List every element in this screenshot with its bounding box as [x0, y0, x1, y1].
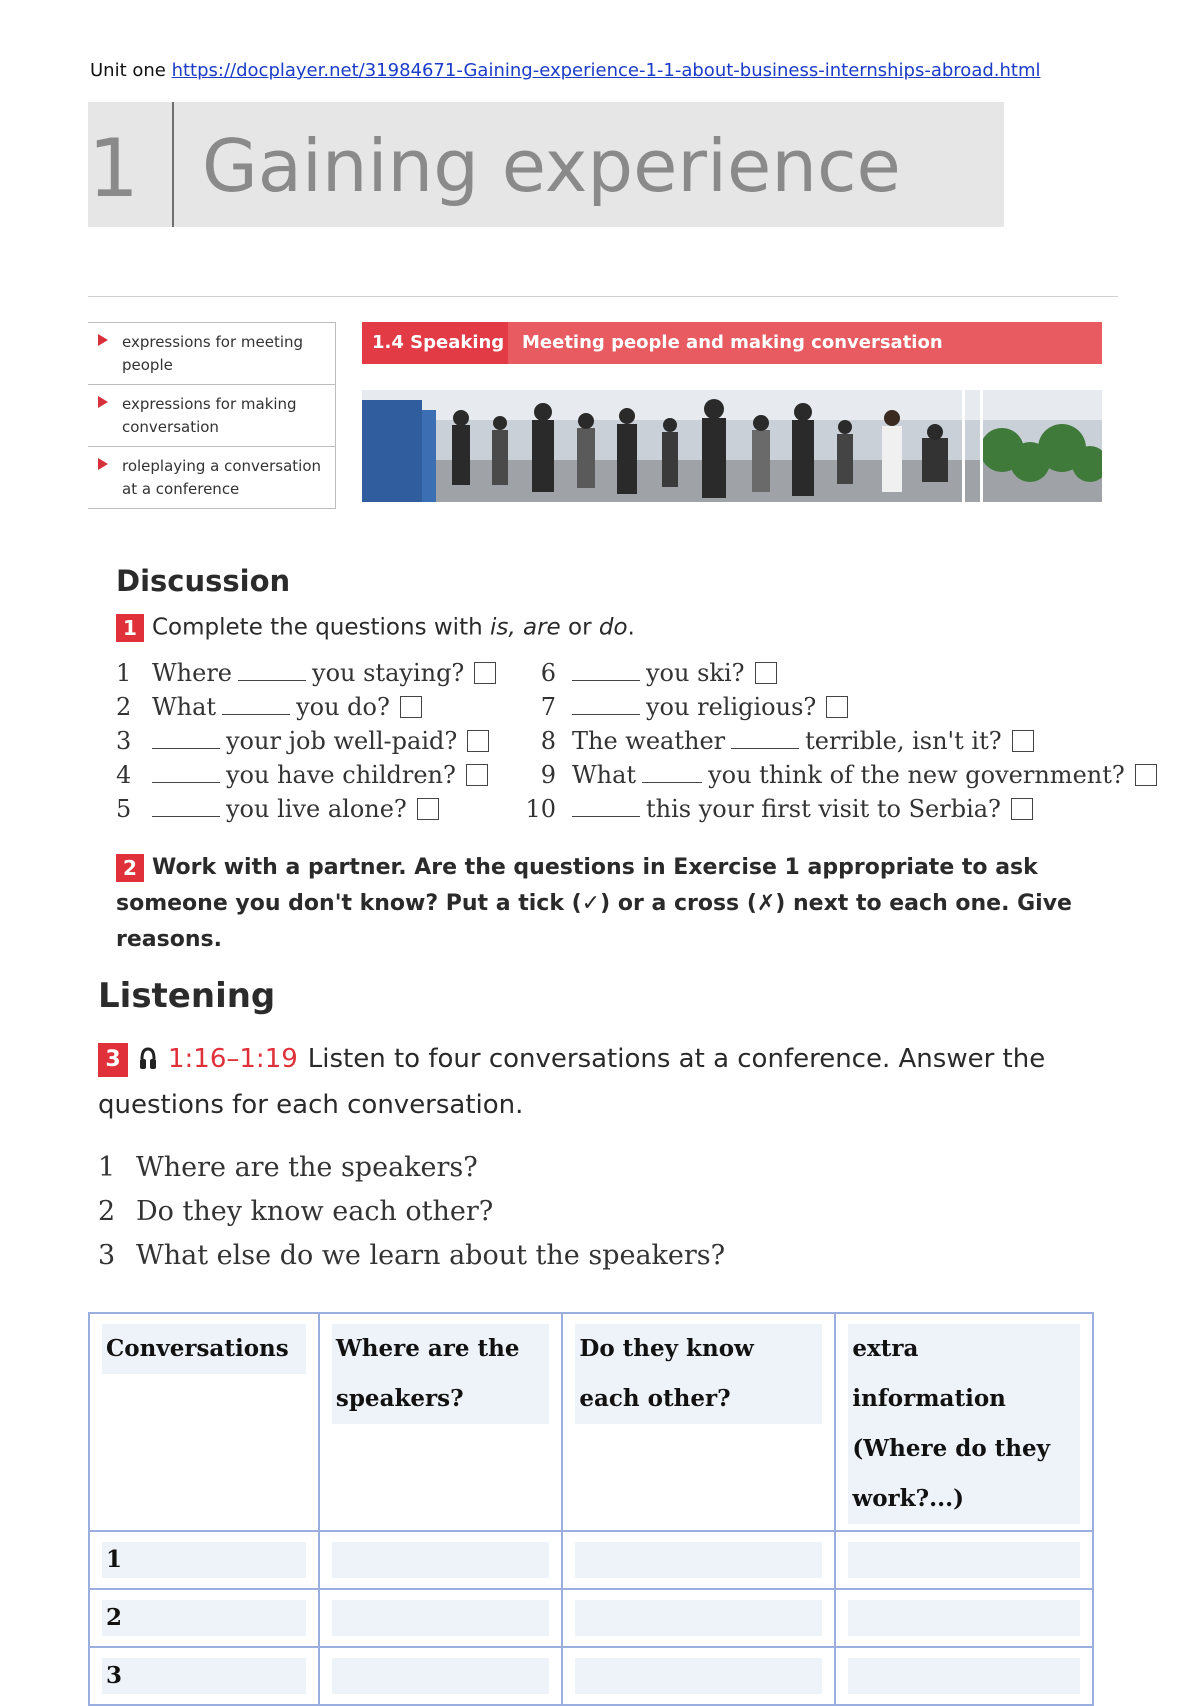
question-item: 8 The weather terrible, isn't it? — [510, 724, 1157, 758]
question-item: 10 this your first visit to Serbia? — [510, 792, 1157, 826]
table-cell[interactable] — [835, 1531, 1093, 1589]
section-code: 1.4 Speaking — [362, 322, 508, 364]
answer-blank[interactable] — [152, 792, 220, 817]
exercise-number-badge: 3 — [98, 1043, 128, 1077]
exercise-2-instruction: 2 Work with a partner. Are the questions in Exercise 1 appropriate to ask someone you don't know? Put a tick (✓) or a cross (✗) next to each one. Give reasons. — [116, 855, 1072, 952]
answer-blank[interactable] — [572, 792, 640, 817]
question-item: 2 What you do? — [116, 690, 496, 724]
banner-divider — [172, 102, 174, 227]
bullet-triangle-icon — [98, 458, 108, 470]
unit-banner — [88, 102, 1004, 227]
track-number: 1:16–1:19 — [168, 1044, 298, 1074]
checkbox[interactable] — [755, 662, 777, 684]
crowd-illustration — [362, 390, 1102, 502]
table-cell[interactable] — [562, 1647, 835, 1705]
objective-item: expressions for meeting people — [88, 322, 336, 385]
listening-questions — [98, 1146, 725, 1278]
table-header-row — [89, 1313, 1093, 1531]
listening-heading: Listening — [98, 976, 276, 1016]
checkbox[interactable] — [1012, 730, 1034, 752]
question-item: 1 Where you staying? — [116, 656, 496, 690]
unit-number: 1 — [88, 122, 135, 215]
questions-right-column — [510, 656, 1157, 826]
table-row — [89, 1589, 1093, 1647]
exercise-number-badge: 2 — [116, 854, 144, 882]
table-header-cell: extra information (Where do they work?...) — [835, 1313, 1093, 1531]
question-item: 3 your job well-paid? — [116, 724, 496, 758]
table-cell[interactable] — [319, 1531, 562, 1589]
table-cell: 2 — [89, 1589, 319, 1647]
table-header-cell: Conversations — [89, 1313, 319, 1531]
discussion-heading: Discussion — [116, 564, 291, 598]
table-cell[interactable] — [319, 1589, 562, 1647]
objective-item: roleplaying a conversation at a conference — [88, 447, 336, 509]
bullet-triangle-icon — [98, 396, 108, 408]
objective-item: expressions for making conversation — [88, 385, 336, 447]
checkbox[interactable] — [400, 696, 422, 718]
source-link[interactable]: https://docplayer.net/31984671-Gaining-experience-1-1-about-business-internships-abroad.html — [171, 60, 1041, 81]
checkbox[interactable] — [417, 798, 439, 820]
section-heading: Meeting people and making conversation — [522, 332, 943, 353]
listening-question-item: 1 Where are the speakers? — [98, 1152, 478, 1183]
checkbox[interactable] — [467, 730, 489, 752]
divider-line — [88, 296, 1118, 297]
table-cell[interactable] — [562, 1589, 835, 1647]
table-cell: 3 — [89, 1647, 319, 1705]
listening-question-item: 3 What else do we learn about the speakers? — [98, 1240, 726, 1271]
question-item: 9 What you think of the new government? — [510, 758, 1157, 792]
answer-blank[interactable] — [731, 724, 799, 749]
unit-title: Gaining experience — [202, 124, 901, 208]
exercise-1-instruction: 1 Complete the questions with is, are or do. — [116, 614, 635, 642]
exercise-3-instruction: 3 1:16–1:19 Listen to four conversations at a conference. Answer the questions for each conversation. — [98, 1044, 1046, 1120]
table-header-cell: Where are the speakers? — [319, 1313, 562, 1531]
checkbox[interactable] — [1135, 764, 1157, 786]
listening-question-item: 2 Do they know each other? — [98, 1196, 494, 1227]
answer-blank[interactable] — [572, 656, 640, 681]
checkbox[interactable] — [474, 662, 496, 684]
checkbox[interactable] — [1011, 798, 1033, 820]
questions-left-column — [116, 656, 496, 826]
answer-blank[interactable] — [152, 758, 220, 783]
table-row — [89, 1531, 1093, 1589]
unit-header — [90, 60, 1041, 81]
table-row — [89, 1647, 1093, 1705]
answers-table — [88, 1312, 1094, 1706]
table-cell: 1 — [89, 1531, 319, 1589]
answer-blank[interactable] — [222, 690, 290, 715]
answer-blank[interactable] — [572, 690, 640, 715]
table-cell[interactable] — [835, 1647, 1093, 1705]
question-item: 4 you have children? — [116, 758, 496, 792]
table-cell[interactable] — [319, 1647, 562, 1705]
question-item: 6 you ski? — [510, 656, 1157, 690]
table-cell[interactable] — [835, 1589, 1093, 1647]
checkbox[interactable] — [826, 696, 848, 718]
bullet-triangle-icon — [98, 334, 108, 346]
answer-blank[interactable] — [238, 656, 306, 681]
answer-blank[interactable] — [642, 758, 702, 783]
table-cell[interactable] — [562, 1531, 835, 1589]
question-item: 5 you live alone? — [116, 792, 496, 826]
audio-icon — [138, 1045, 158, 1075]
answer-blank[interactable] — [152, 724, 220, 749]
conference-photo — [362, 390, 1102, 502]
table-header-cell: Do they know each other? — [562, 1313, 835, 1531]
objectives-list — [88, 322, 336, 509]
exercise-number-badge: 1 — [116, 614, 144, 642]
unit-label: Unit one — [90, 60, 166, 81]
question-item: 7 you religious? — [510, 690, 1157, 724]
checkbox[interactable] — [466, 764, 488, 786]
section-bar — [362, 322, 1102, 364]
